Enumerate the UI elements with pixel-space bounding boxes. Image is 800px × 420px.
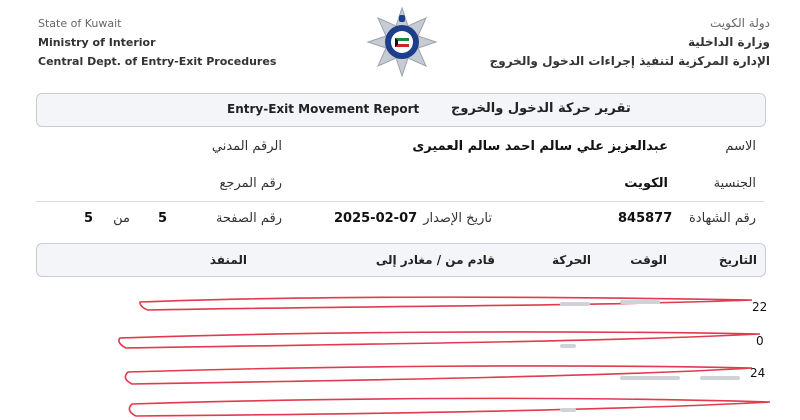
of-label: من <box>113 211 130 226</box>
reference-label: رقم المرجع <box>219 176 282 191</box>
page-value: 5 <box>158 211 168 226</box>
col-time-header: الوقت <box>630 253 667 267</box>
col-port-header: المنفذ <box>209 253 247 267</box>
col-from-to-header: قادم من / مغادر إلى <box>375 253 495 267</box>
page-label: رقم الصفحة <box>215 211 282 226</box>
report-title-ar: تقرير حركة الدخول والخروج <box>451 101 631 116</box>
redaction-stroke <box>140 297 752 310</box>
redaction-stroke <box>119 332 760 348</box>
name-label: الاسم <box>725 139 756 154</box>
row-fragment: 22 <box>752 300 768 314</box>
faded-text <box>560 302 590 306</box>
civil-id-label: الرقم المدني <box>211 139 282 154</box>
report-title-en: Entry-Exit Movement Report <box>227 102 420 116</box>
name-value: عبدالعزيز علي سالم احمد سالم العميرى <box>412 139 668 154</box>
faded-text <box>620 300 660 304</box>
faded-text <box>620 376 680 380</box>
col-date-header: التاريخ <box>718 253 757 267</box>
faded-text <box>560 408 576 412</box>
redaction-stroke <box>125 366 752 384</box>
certificate-value: 845877 <box>618 211 673 226</box>
row-fragment: 24 <box>750 366 766 380</box>
header-ar-line-3: الإدارة المركزية لتنفيذ إجراءات الدخول والخروج <box>489 54 770 68</box>
nationality-value: الكويت <box>624 176 668 191</box>
certificate-label: رقم الشهادة <box>689 211 756 226</box>
header-ar-line-1: دولة الكويت <box>710 16 770 30</box>
header-en-line-1: State of Kuwait <box>38 17 122 30</box>
nationality-label: الجنسية <box>713 176 756 191</box>
header-en-line-2: Ministry of Interior <box>38 36 156 49</box>
header-ar-line-2: وزارة الداخلية <box>687 35 770 49</box>
issue-date-value: 2025-02-07 <box>334 211 418 226</box>
faded-text <box>700 376 740 380</box>
col-movement-header: الحركة <box>552 253 591 267</box>
faded-text <box>560 344 576 348</box>
redaction-stroke <box>129 398 770 416</box>
header-en-line-3: Central Dept. of Entry-Exit Procedures <box>38 55 277 68</box>
page-total: 5 <box>84 211 94 226</box>
issue-date-label: تاريخ الإصدار <box>423 211 492 226</box>
row-fragment: 0 <box>756 334 764 348</box>
